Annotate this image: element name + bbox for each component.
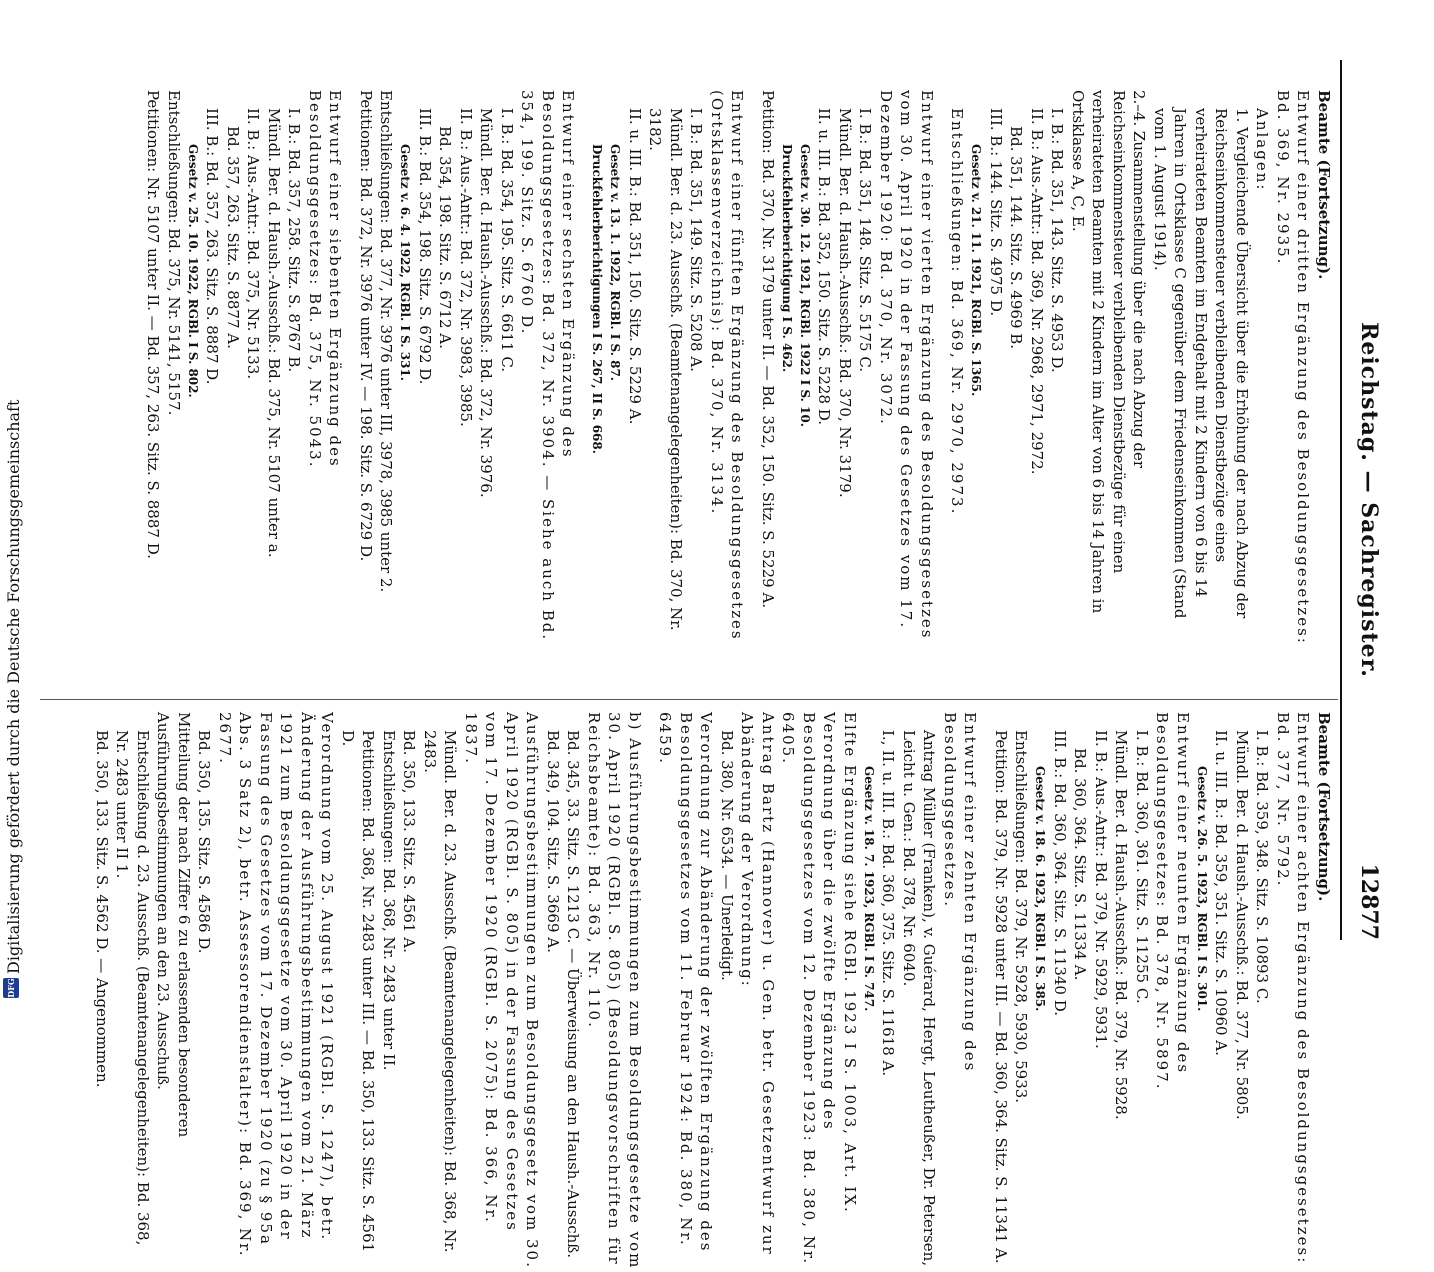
index-entry: Entschließungen: Bd. 379, Nr. 5928, 5930, 5933. xyxy=(1012,730,1031,1104)
index-entry: 1. Vergleichende Übersicht über die Erhöhung der nach Abzug der Reichseinkommensteuer verbleibenden Dienstbezüge eines verheirateten Beamten im Endgehalt mit 2 Kindern von 6 bis 14 Jahren in Ortsklasse C gegenüber dem Friedenseinkommen (Stand vom 1. August 1914). xyxy=(1151,108,1251,619)
index-entry: Mündl. Ber. d. Haush.-Ausschß.: Bd. 379, Nr. 5928. xyxy=(1112,730,1131,1120)
index-entry: I., II. u. III. B.: Bd. 360, 375. Sitz. S. 11618 A. xyxy=(879,730,898,1077)
index-entry: Petitionen: Bd. 372, Nr. 3976 unter IV. — 198. Sitz. S. 6729 D. xyxy=(357,90,375,562)
law-reference: Gesetz v. 18. 6. 1923, RGBl. I S. 385. xyxy=(1033,766,1048,1012)
index-entry: II. u. III. B.: Bd. 352, 150. Sitz. S. 5228 D. xyxy=(815,108,834,426)
entry-heading: Beamte (Fortsetzung). xyxy=(1315,712,1333,902)
index-entry: Entwurf einer dritten Ergänzung des Besoldungsgesetzes: Bd. 369, Nr. 2935. xyxy=(1274,90,1313,645)
dfg-logo: DFG xyxy=(3,978,19,998)
spacer xyxy=(579,90,589,650)
spacer xyxy=(981,712,991,1272)
index-entry: Bd. 350, 133. Sitz. S. 4562 D. — Angenommen. xyxy=(93,730,111,1088)
index-entry: Petitionen: Bd. 368, Nr. 2483 unter III. — Bd. 350, 133. Sitz. S. 4561 D. xyxy=(339,730,378,1253)
index-entry: b) Ausführungsbestimmungen zum Besoldungsgesetze vom 30. April 1920 (RGBl. S. 805) (Besoldungsvorschriften für Reichsbeamte): Bd. 363, Nr. 110. xyxy=(585,712,644,1270)
index-entry: Elfte Ergänzung siehe RGBl. 1923 I S. 1003, Art. IX. xyxy=(841,712,859,1214)
index-entry: III. B.: Bd. 357, 263. Sitz. S. 8887 D. xyxy=(203,108,222,385)
index-entry: Mündl. Ber. d. Haush.-Ausschß.: Bd. 372, Nr. 3976. xyxy=(477,108,496,498)
index-entry: Entwurf einer siebenten Ergänzung des Besoldungsgesetzes: Bd. 375, Nr. 5043. xyxy=(306,90,345,469)
left-column xyxy=(143,90,1334,650)
index-entry: III. B.: 144. Sitz. S. 4975 D. xyxy=(987,108,1005,317)
law-reference: Druckfehlerberichtigungen I S. 267, II S. 668. xyxy=(590,144,605,454)
index-entry: Verordnung über die zwölfte Ergänzung des Besoldungsgesetzes vom 12. Dezember 1923: Bd. 380, Nr. 6405. xyxy=(779,712,839,1266)
index-entry: II. u. III. B.: Bd. 351, 150. Sitz. S. 5229 A. xyxy=(626,108,644,425)
digitization-credit xyxy=(0,0,24,1000)
index-entry: I. B.: Bd. 351, 149. Sitz. S. 5208 A. xyxy=(687,108,706,372)
index-entry: I. B.: Bd. 351, 143. Sitz. S. 4953 D. xyxy=(1048,108,1067,373)
index-entry: Antrag Bartz (Hannover) u. Gen. betr. Gesetzentwurf zur Abänderung der Verordnung: xyxy=(738,712,777,1256)
index-entry: Entschließungen: Bd. 375, Nr. 5141, 5157. xyxy=(165,90,183,416)
index-entry: Entwurf einer achten Ergänzung des Besoldungsgesetzes: Bd. 377, Nr. 5792. xyxy=(1274,712,1313,1265)
index-entry: Entschließungen: Bd. 369, Nr. 2970, 2973. xyxy=(948,108,967,516)
running-title: Reichstag. — Sachregister. xyxy=(1356,322,1382,678)
index-entry: I. B.: Bd. 354, 195. Sitz. S. 6611 C. xyxy=(498,108,516,373)
law-reference: Gesetz v. 6. 4. 1922, RGBl. I S. 331. xyxy=(398,144,413,381)
index-entry: Petition: Bd. 379, Nr. 5928 unter III. — Bd. 360, 364. Sitz. S. 11341 A. xyxy=(992,730,1010,1264)
index-entry: Entwurf einer fünften Ergänzung des Besoldungsgesetzes (Ortsklassenverzeichnis): Bd. 370, Nr. 3134. xyxy=(708,90,747,641)
index-entry: Verordnung zur Abänderung der zwölften Ergänzung des Besoldungsgesetzes vom 11. Februar 1924: Bd. 380, Nr. 6459. xyxy=(656,712,716,1253)
spacer xyxy=(645,712,655,1272)
index-entry: Verordnung vom 25. August 1921 (RGBl. S. 1247), betr. Änderung der Ausführungsbestimmungen vom 21. März 1921 zum Besoldungsgesetze vom 30. April 1920 in der Fassung des Gesetzes vom 17. Dezember 1920 (zu § 95a Abs. 3 Satz 2), betr. Assessorendienstalter): Bd. 369, Nr. 2677. xyxy=(216,712,337,1258)
law-reference: Gesetz v. 18. 7. 1923, RGBl. I S. 747. xyxy=(862,766,876,1012)
index-entry: II. B.: Aus.-Antr.: Bd. 375, Nr. 5133. xyxy=(244,108,263,380)
index-entry: II. B.: Aus.-Antr.: Bd. 372, Nr. 3983, 3985. xyxy=(457,108,475,427)
index-entry: Ausführungsbestimmungen zum Besoldungsgesetz vom 30. April 1920 (RGBl. S. 805) in der Fassung des Gesetzes vom 17. Dezember 1920 (RGBl. S. 2075): Bd. 366, Nr. 1837. xyxy=(462,712,542,1269)
law-reference: Gesetz v. 25. 10. 1922, RGBl. I S. 802. xyxy=(186,144,200,398)
index-entry: I. B.: Bd. 357, 258. Sitz. S. 8767 B. xyxy=(285,108,304,373)
entry-heading: Beamte (Fortsetzung). xyxy=(1315,90,1333,280)
index-entry: II. u. III. B.: Bd. 359, 351. Sitz. S. 10960 A. xyxy=(1212,730,1231,1056)
credit-text: Digitalisierung gefördert durch die Deutsche Forschungsgemeinschaft xyxy=(4,399,23,974)
law-reference: Gesetz v. 13. 1. 1922, RGBl. I S. 87. xyxy=(608,144,623,381)
index-entry: Mündl. Ber. d. Haush.-Ausschß.: Bd. 375, Nr. 5107 unter a. xyxy=(265,108,283,558)
index-entry: Entschließungen: Bd. 368, Nr. 2483 unter II. xyxy=(380,730,398,1071)
index-entry: Mündl. Ber. d. Haush.-Ausschß.: Bd. 377, Nr. 5805. xyxy=(1233,730,1251,1120)
spacer xyxy=(346,90,356,650)
index-entry: Entwurf einer neunten Ergänzung des Besoldungsgesetzes: Bd. 378, Nr. 5897. xyxy=(1153,712,1192,1091)
index-entry: Mitteilung der nach Ziffer 6 zu erlassenden besonderen Ausführungsbestimmungen an den 23. Ausschuß. xyxy=(154,712,193,1138)
index-entry: Anlagen: xyxy=(1253,108,1272,192)
index-entry: Bd. 345, 33. Sitz. S. 1213 C. — Überweisung an den Haush.-Ausschß. xyxy=(564,730,583,1259)
index-entry: II. B.: Aus.-Antr.: Bd. 379, Nr. 5929, 5931. xyxy=(1092,730,1110,1049)
spacer xyxy=(748,90,758,650)
column-divider xyxy=(40,699,1338,700)
index-entry: I. B.: Bd. 351, 148. Sitz. S. 5175 C. xyxy=(856,108,875,373)
index-entry: II. B.: Aus.-Antr.: Bd. 369, Nr. 2968, 2971, 2972. xyxy=(1028,108,1046,475)
index-entry: Bd. 350, 133. Sitz. S. 4561 A. xyxy=(400,730,419,953)
index-entry: Bd. 360, 364. Sitz. S. 11334 A. xyxy=(1071,748,1090,981)
index-entry: Petitionen: Nr. 5107 unter II. — Bd. 357, 263. Sitz. S. 8887 D. xyxy=(144,90,163,559)
law-reference: Gesetz v. 21. 11. 1921, RGBl. S. 1365. xyxy=(969,144,984,397)
spacer xyxy=(937,90,947,650)
index-entry: Bd. 351, 144. Sitz. S. 4969 B. xyxy=(1007,126,1026,350)
right-column xyxy=(92,712,1335,1272)
index-entry: Mündl. Ber. d. Haush.-Ausschß.: Bd. 370, Nr. 3179. xyxy=(836,108,854,498)
index-entry: III. B.: Bd. 360, 364. Sitz. S. 11340 D. xyxy=(1051,730,1069,1016)
index-entry: Bd. 349, 104. Sitz. S. 3669 A. xyxy=(544,730,562,953)
law-reference: Gesetz v. 26. 5. 1923, RGBl. I S. 301. xyxy=(1195,766,1209,1012)
index-entry: Bd. 357, 263. Sitz. S. 8877 A. xyxy=(224,126,242,349)
index-entry: Entwurf einer zehnten Ergänzung des Besoldungsgesetzes. xyxy=(941,712,980,1073)
law-reference: Druckfehlerberichtigung I S. 462. xyxy=(780,144,794,373)
index-entry: Petition: Bd. 370, Nr. 3179 unter II. — Bd. 352, 150. Sitz. S. 5229 A. xyxy=(759,90,777,609)
index-entry: 2.–4. Zusammenstellung über die nach Abzug der Reichseinkommensteuer verbleibenden Dienstbezüge für einen verheirateten Beamten mit 2 Kindern im Alter von 6 bis 14 Jahren in Ortsklasse A, C, E. xyxy=(1069,90,1149,614)
index-entry: Entwurf einer sechsten Ergänzung des Besoldungsgesetzes: Bd. 372, Nr. 3904. — Siehe auch Bd. 354, 199. Sitz. S. 6760 D. xyxy=(518,90,578,642)
header-rule xyxy=(1340,60,1342,940)
index-entry: Entwurf einer vierten Ergänzung des Besoldungsgesetzes vom 30. April 1920 in der Fassung des Gesetzes vom 17. Dezember 1920: Bd. 370, Nr. 3072. xyxy=(877,90,936,640)
index-entry: I. B.: Bd. 360, 361. Sitz. S. 11255 C. xyxy=(1133,730,1151,1004)
index-entry: Bd. 354, 198. Sitz. S. 6712 A. xyxy=(436,126,455,349)
index-entry: Entschließung d. 23. Ausschß. (Beamtenangelegenheiten): Bd. 368, Nr. 2483 unter II 1. xyxy=(113,730,152,1246)
index-entry: Bd. 380, Nr. 6534. — Unerledigt. xyxy=(718,730,736,981)
index-entry: Entschließungen: Bd. 377, Nr. 3976 unter III, 3978, 3985 unter 2. xyxy=(377,90,396,593)
index-entry: Antrag Müller (Franken), v. Guérard, Hergt, Leutheußer, Dr. Petersen, Leicht u. Gen.: Bd. 378, Nr. 6040. xyxy=(900,730,939,1267)
index-entry: I. B.: Bd. 359, 348. Sitz. S. 10893 C. xyxy=(1253,730,1272,1004)
law-reference: Gesetz v. 30. 12. 1921, RGBl. 1922 I S. 10. xyxy=(798,144,812,427)
index-entry: III. B.: Bd. 354, 198. Sitz. S. 6792 D. xyxy=(416,108,434,385)
page-number: 12877 xyxy=(1356,863,1382,940)
index-entry: Bd. 350, 135. Sitz. S. 4586 D. xyxy=(195,730,214,954)
index-entry: Mündl. Ber. d. 23. Ausschß. (Beamtenangelegenheiten): Bd. 368, Nr. 2483. xyxy=(421,730,460,1253)
index-entry: Mündl. Ber. d. 23. Ausschß. (Beamtenangelegenheiten): Bd. 370, Nr. 3182. xyxy=(646,108,685,631)
page-header xyxy=(1346,60,1386,940)
